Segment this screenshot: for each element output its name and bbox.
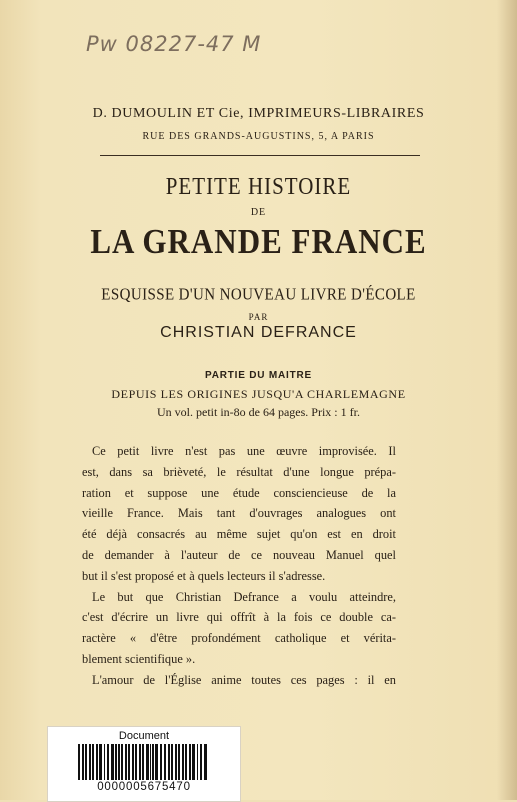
barcode-bars <box>78 744 210 780</box>
barcode-bar <box>89 744 91 780</box>
barcode-number: 0000005675470 <box>97 781 191 793</box>
barcode-bar <box>96 744 98 780</box>
barcode-bar <box>85 744 87 780</box>
body-line: Ce petit livre n'est pas une œuvre improvisée. Il <box>92 444 396 458</box>
barcode-bar <box>160 744 162 780</box>
barcode-bar <box>197 744 198 780</box>
barcode-bar <box>118 744 120 780</box>
publisher-name: D. DUMOULIN ET Cie, IMPRIMEURS-LIBRAIRES <box>92 106 425 121</box>
barcode-bar <box>150 744 151 780</box>
format-price: Un vol. petit in-8o de 64 pages. Prix : 1 fr. <box>157 405 360 419</box>
body-line: Le but que Christian Defrance a voulu atteindre, <box>92 589 396 604</box>
barcode-bar <box>146 744 149 780</box>
header-rule <box>100 155 420 156</box>
barcode-bar <box>78 744 80 780</box>
barcode-sticker <box>47 726 241 802</box>
barcode-bar <box>135 744 137 780</box>
barcode-bar <box>189 744 191 780</box>
barcode-bar <box>111 744 114 780</box>
barcode-bar <box>125 744 127 780</box>
barcode-bar <box>82 744 84 780</box>
body-line: est, dans sa brièveté, le résultat d'une longue prépa- <box>82 464 396 479</box>
barcode-bar <box>104 744 105 780</box>
barcode-bar <box>204 744 207 780</box>
barcode-bar <box>178 744 180 780</box>
barcode-bar <box>115 744 117 780</box>
handwritten-shelfmark: Pw 08227-47 M <box>86 32 262 56</box>
author-name: CHRISTIAN DEFRANCE <box>160 324 357 341</box>
barcode-bar <box>168 744 170 780</box>
body-line: blement scientifique ». <box>82 651 196 666</box>
body-line: c'est d'écrire un livre qui offrît à la fois ce double ca- <box>82 610 396 625</box>
barcode-bar <box>92 744 94 780</box>
barcode-bar <box>132 744 134 780</box>
barcode-bar <box>99 744 102 780</box>
barcode-bar <box>200 744 202 780</box>
barcode-bar <box>185 744 187 780</box>
body-line: ractère « d'être profondément catholique et vérita- <box>82 631 396 646</box>
barcode-bar <box>171 744 173 780</box>
body-line: but il s'est proposé et à quels lecteurs il s'adresse. <box>82 568 326 583</box>
part-label: PARTIE DU MAITRE <box>204 370 313 381</box>
subtitle: ESQUISSE D'UN NOUVEAU LIVRE D'ÉCOLE <box>101 286 416 304</box>
body-line: ration et suppose une étude consciencieuse de la <box>82 485 396 500</box>
barcode-bar <box>182 744 184 780</box>
barcode-bar <box>155 744 158 780</box>
barcode-bar <box>107 744 109 780</box>
body-line: de demander à l'auteur de ce nouveau Manuel quel <box>82 547 396 562</box>
title-line-1: PETITE HISTOIRE <box>165 172 352 200</box>
barcode-bar <box>175 744 177 780</box>
barcode-bar <box>164 744 166 780</box>
period-label: DEPUIS LES ORIGINES JUSQU'A CHARLEMAGNE <box>111 387 406 401</box>
barcode-bar <box>139 744 141 780</box>
barcode-bar <box>128 744 130 780</box>
title-line-2: DE <box>250 207 267 218</box>
barcode-bar <box>152 744 154 780</box>
by-label: PAR <box>248 312 269 322</box>
barcode-bar <box>121 744 123 780</box>
barcode-bar <box>142 744 144 780</box>
main-title: LA GRANDE FRANCE <box>90 221 427 262</box>
body-text <box>82 441 396 691</box>
body-line: été déjà consacrés au même sujet qu'on est en droit <box>82 527 396 542</box>
barcode-title: Document <box>118 730 170 742</box>
body-line: vieille France. Mais tant d'ouvrages analogues ont <box>82 506 396 521</box>
body-line: L'amour de l'Église anime toutes ces pages : il en <box>92 672 396 687</box>
barcode-bar <box>192 744 195 780</box>
publisher-address: RUE DES GRANDS-AUGUSTINS, 5, A PARIS <box>142 131 375 142</box>
